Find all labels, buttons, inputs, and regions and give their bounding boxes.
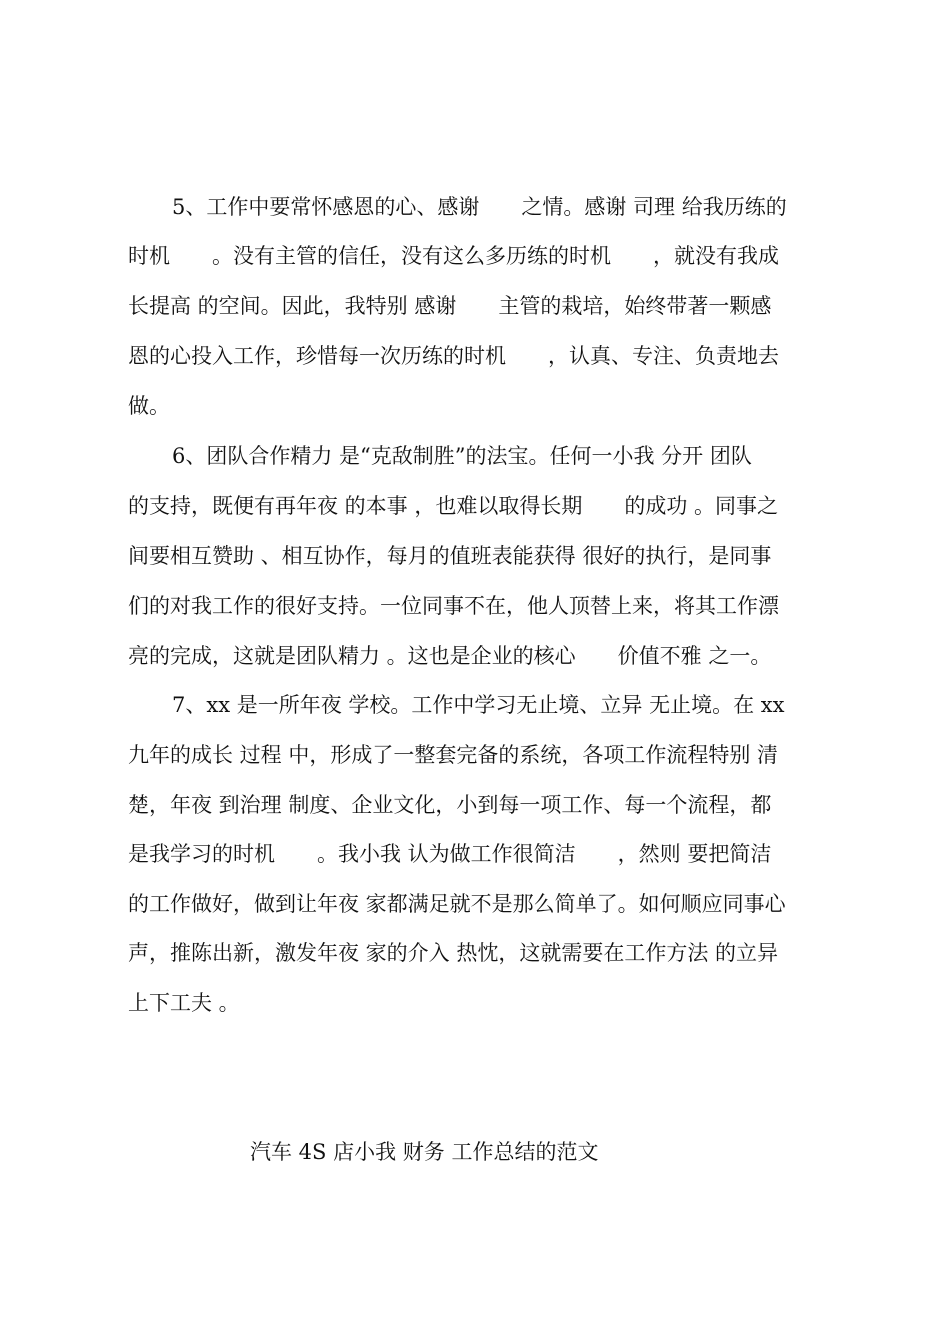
paragraph-line: 们的对我工作的很好支持。一位同事不在，他人顶替上来，将其工作漂 xyxy=(128,594,779,618)
paragraph-line: 5、工作中要常怀感恩的心、感谢 之情。感谢 司理 给我历练的 xyxy=(172,195,787,219)
paragraph-line: 时机 。没有主管的信任，没有这么多历练的时机 ，就没有我成 xyxy=(128,244,779,268)
paragraph-line: 上下工夫 。 xyxy=(128,991,240,1015)
paragraph-line: 九年的成长 过程 中，形成了一整套完备的系统，各项工作流程特别 清 xyxy=(128,743,779,767)
paragraph-line: 长提高 的空间。因此，我特别 感谢 主管的栽培，始终带著一颗感 xyxy=(128,294,772,318)
paragraph-line: 是我学习的时机 。我小我 认为做工作很简洁 ，然则 要把简洁 xyxy=(128,842,772,866)
paragraph-line: 恩的心投入工作，珍惜每一次历练的时机 ，认真、专注、负责地去 xyxy=(128,344,779,368)
paragraph-line: 声，推陈出新，激发年夜 家的介入 热忱，这就需要在工作方法 的立异 xyxy=(128,941,779,965)
paragraph-line: 楚，年夜 到治理 制度、企业文化，小到每一项工作、每一个流程，都 xyxy=(128,793,772,817)
paragraph-line: 做。 xyxy=(128,394,170,418)
paragraph-line: 的支持，既便有再年夜 的本事 ，也难以取得长期 的成功 。同事之 xyxy=(128,494,779,518)
paragraph-line: 6、团队合作精力 是“克敌制胜”的法宝。任何一小我 分开 团队 xyxy=(172,444,752,468)
paragraph-line: 的工作做好，做到让年夜 家都满足就不是那么简单了。如何顺应同事心 xyxy=(128,892,786,916)
paragraph-line: 亮的完成，这就是团队精力 。这也是企业的核心 价值不雅 之一。 xyxy=(128,644,772,668)
section-title: 汽车 4S 店小我 财务 工作总结的范文 xyxy=(250,1140,599,1164)
paragraph-line: 间要相互赞助 、相互协作，每月的值班表能获得 很好的执行，是同事 xyxy=(128,544,772,568)
paragraph-line: 7、xx 是一所年夜 学校。工作中学习无止境、立异 无止境。在 xx xyxy=(172,693,785,717)
